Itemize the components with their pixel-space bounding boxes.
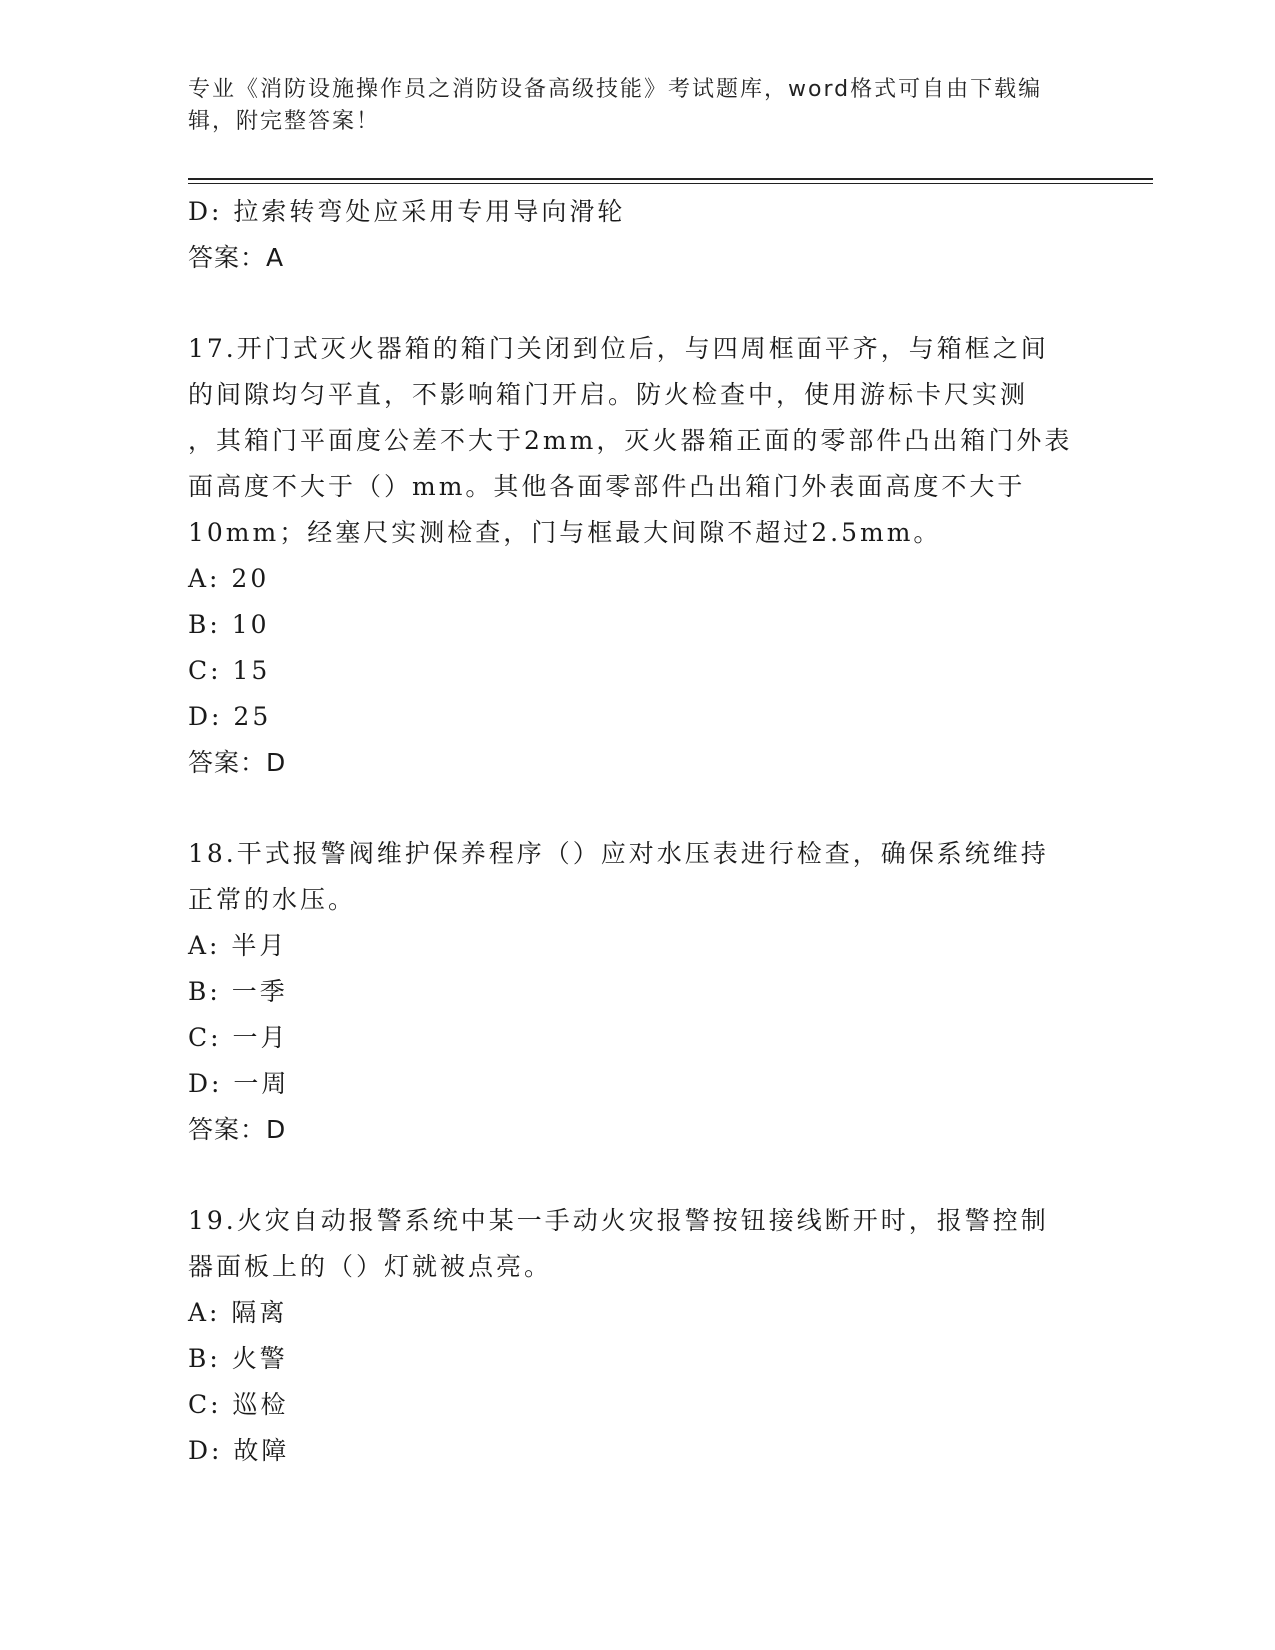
- question-stem-line: 器面板上的（）灯就被点亮。: [188, 1252, 553, 1281]
- header-rule-thick: [188, 178, 1153, 180]
- question-stem-line: 10mm；经塞尺实测检查，门与框最大间隙不超过2.5mm。: [188, 518, 942, 547]
- answer: 答案：D: [188, 1115, 287, 1144]
- question-stem-line: 面高度不大于（）mm。其他各面零部件凸出箱门外表面高度不大于: [188, 472, 1026, 501]
- page-header: [188, 74, 1068, 138]
- option-a: A: 20: [188, 564, 270, 593]
- answer-carryover: 答案：A: [188, 243, 285, 272]
- option-c: C: 巡检: [188, 1390, 289, 1419]
- question-stem-line: 的间隙均匀平直，不影响箱门开启。防火检查中，使用游标卡尺实测: [188, 380, 1029, 409]
- question-stem-line: ，其箱门平面度公差不大于2mm，灭火器箱正面的零部件凸出箱门外表: [188, 426, 1073, 455]
- option-c: C: 一月: [188, 1023, 289, 1052]
- option-b: B: 10: [188, 610, 270, 639]
- question-stem-line: 正常的水压。: [188, 885, 357, 914]
- spacer: [188, 786, 1088, 831]
- option-a: A: 半月: [188, 931, 288, 960]
- option-d: D: 25: [188, 702, 272, 731]
- option-d: D: 故障: [188, 1436, 290, 1465]
- option-b: B: 火警: [188, 1344, 288, 1373]
- header-line-2: 辑，附完整答案！: [188, 109, 381, 134]
- question-19: [188, 1198, 1088, 1474]
- header-line-1: 专业《消防设施操作员之消防设备高级技能》考试题库，word格式可自由下载编: [188, 77, 1043, 102]
- question-stem-line: 18.干式报警阀维护保养程序（）应对水压表进行检查，确保系统维持: [188, 839, 1049, 868]
- question-18: [188, 831, 1088, 1153]
- answer: 答案：D: [188, 748, 287, 777]
- option-d: D: 一周: [188, 1069, 290, 1098]
- spacer: [188, 281, 1088, 326]
- header-rule-thin: [188, 183, 1153, 184]
- option-c: C: 15: [188, 656, 271, 685]
- spacer: [188, 1153, 1088, 1198]
- question-17: [188, 326, 1088, 786]
- option-b: B: 一季: [188, 977, 288, 1006]
- option-d-carryover: D: 拉索转弯处应采用专用导向滑轮: [188, 197, 626, 226]
- question-stem-line: 17.开门式灭火器箱的箱门关闭到位后，与四周框面平齐，与箱框之间: [188, 334, 1049, 363]
- document-body: [188, 189, 1088, 1474]
- option-a: A: 隔离: [188, 1298, 288, 1327]
- question-stem-line: 19.火灾自动报警系统中某一手动火灾报警按钮接线断开时，报警控制: [188, 1206, 1049, 1235]
